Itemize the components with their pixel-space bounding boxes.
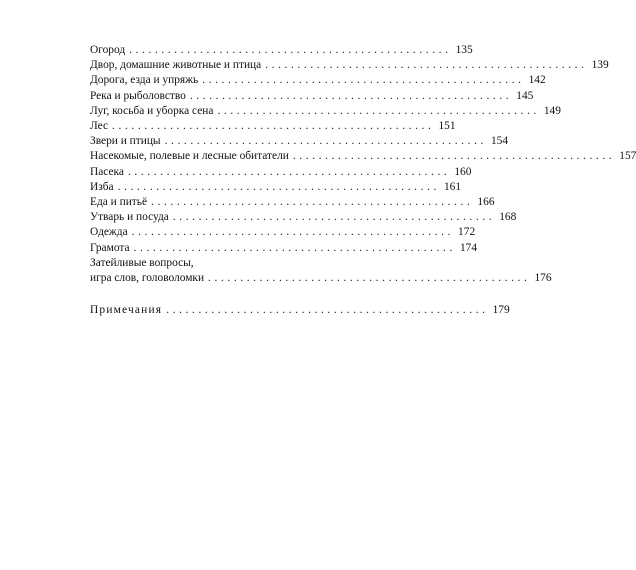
dot-leader: .................................................. bbox=[117, 180, 440, 193]
dot-leader: .................................................. bbox=[265, 59, 588, 72]
toc-entry-title: Грамота bbox=[90, 241, 130, 254]
dot-leader: .................................................. bbox=[292, 150, 616, 163]
toc-entry-title: Утварь и посуда bbox=[90, 211, 169, 224]
toc-entry[interactable] bbox=[90, 119, 456, 134]
toc-entry-page: 157 bbox=[619, 150, 636, 163]
dot-leader: .................................................. bbox=[166, 304, 489, 317]
toc-entry-title: Пасека bbox=[90, 165, 124, 178]
toc-entry-page: 160 bbox=[454, 165, 472, 178]
dot-leader: .................................................. bbox=[217, 104, 540, 117]
toc-entry-page: 166 bbox=[477, 196, 495, 209]
dot-leader: .................................................. bbox=[172, 211, 496, 224]
toc-entry-page: 154 bbox=[490, 135, 509, 148]
toc-entry-page: 174 bbox=[459, 241, 478, 254]
dot-leader: .................................................. bbox=[129, 44, 452, 56]
table-of-contents bbox=[90, 43, 636, 318]
dot-leader: .................................................. bbox=[202, 74, 525, 87]
toc-entry-page: 145 bbox=[516, 89, 534, 102]
toc-entry-page: 139 bbox=[591, 59, 609, 72]
dot-leader: .................................................. bbox=[131, 226, 455, 239]
toc-entry-title: Огород bbox=[90, 44, 126, 56]
section-gap bbox=[90, 286, 375, 303]
toc-entry-title: Дорога, езда и упряжь bbox=[90, 74, 199, 87]
toc-entry[interactable] bbox=[90, 58, 609, 73]
toc-entry-title: Лес bbox=[90, 120, 109, 133]
dot-leader: .................................................. bbox=[208, 272, 531, 285]
dot-leader: .................................................. bbox=[127, 165, 451, 178]
toc-entry-page: 151 bbox=[438, 120, 456, 133]
dot-leader: .................................................. bbox=[112, 120, 435, 133]
toc-entry[interactable] bbox=[90, 73, 546, 88]
toc-entry[interactable] bbox=[90, 165, 472, 180]
toc-entry[interactable] bbox=[90, 149, 636, 164]
toc-entry[interactable] bbox=[90, 195, 495, 210]
toc-entry[interactable] bbox=[90, 43, 473, 58]
toc-entry-title: Луг, косьба и уборка сена bbox=[90, 104, 214, 117]
toc-entry-title: Одежда bbox=[90, 226, 128, 239]
toc-entry[interactable] bbox=[90, 104, 561, 119]
toc-entry-page: 172 bbox=[458, 226, 476, 239]
toc-entry-page: 168 bbox=[499, 211, 517, 224]
toc-entry-page: 176 bbox=[534, 272, 552, 285]
toc-entry-notes[interactable] bbox=[90, 303, 510, 318]
toc-entry[interactable] bbox=[90, 210, 517, 225]
dot-leader: .................................................. bbox=[189, 89, 513, 102]
toc-entry[interactable] bbox=[90, 256, 552, 286]
toc-entry-title: Изба bbox=[90, 180, 114, 193]
toc-entry-page: 149 bbox=[543, 104, 561, 117]
toc-entry-title: Примечания bbox=[90, 304, 163, 317]
toc-entry[interactable] bbox=[90, 134, 509, 149]
toc-entry-title: Еда и питьё bbox=[90, 196, 148, 209]
toc-entry[interactable] bbox=[90, 180, 462, 195]
toc-entry-page: 179 bbox=[492, 304, 510, 317]
toc-entry-title: Звери и птицы bbox=[90, 135, 161, 148]
toc-entry-title bbox=[90, 256, 204, 286]
toc-entry-title: Насекомые, полевые и лесные обитатели bbox=[90, 150, 289, 163]
dot-leader: .................................................. bbox=[133, 241, 456, 254]
toc-entry-title: Река и рыболовство bbox=[90, 89, 186, 102]
toc-entry-page: 161 bbox=[443, 180, 462, 193]
toc-entry-title-line: игра слов, головоломки bbox=[90, 272, 205, 285]
toc-entry-page: 142 bbox=[528, 74, 546, 87]
toc-entry[interactable] bbox=[90, 241, 478, 256]
toc-entry-title-line: Затейливые вопросы, bbox=[90, 256, 194, 269]
toc-entry-page: 135 bbox=[455, 44, 473, 56]
dot-leader: .................................................. bbox=[151, 196, 474, 209]
toc-entry[interactable] bbox=[90, 225, 476, 240]
toc-entry[interactable] bbox=[90, 89, 534, 104]
toc-entry-title: Двор, домашние животные и птица bbox=[90, 59, 262, 72]
dot-leader: .................................................. bbox=[164, 135, 487, 148]
